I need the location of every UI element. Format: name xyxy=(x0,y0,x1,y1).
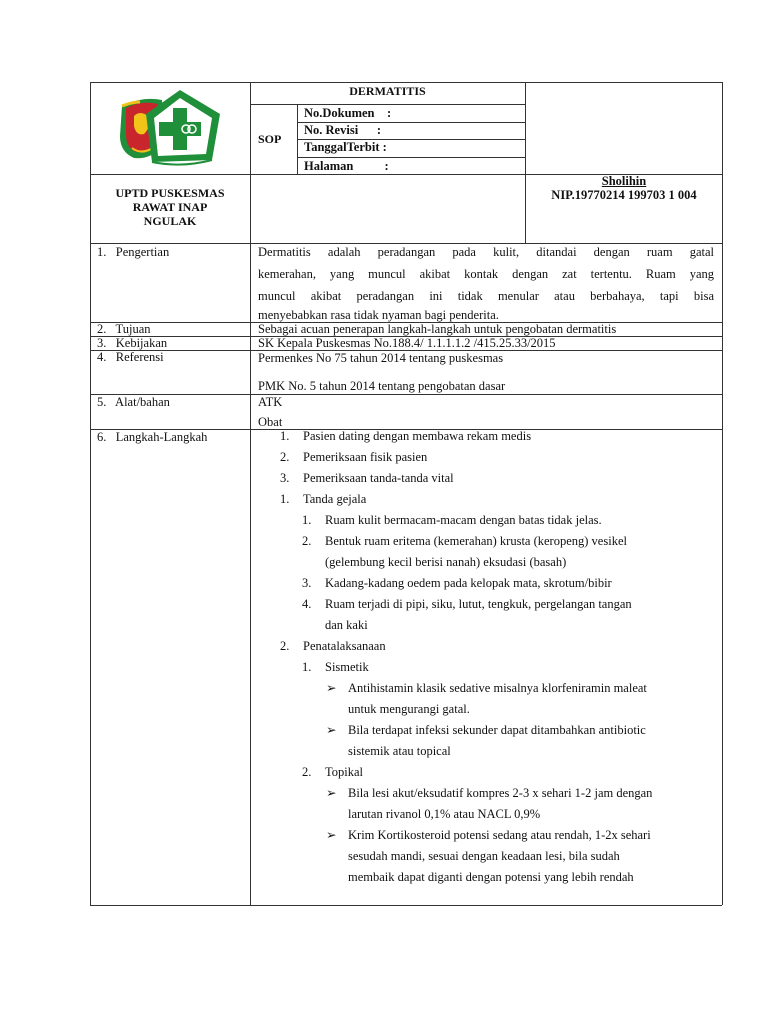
arrow-bullet-icon: ➢ xyxy=(326,681,337,695)
signatory-nip: NIP.19770214 199703 1 004 xyxy=(551,188,697,202)
bullet-text: Krim Kortikosteroid potensi sedang atau rendah, 1-2x sehari xyxy=(348,828,651,842)
institution-name xyxy=(90,186,250,228)
pengertian-line: Dermatitis adalah peradangan pada kulit, ditandai dengan ruam gatal xyxy=(258,245,714,259)
sub-step-text: Sismetik xyxy=(325,660,369,674)
bullet-text: Antihistamin klasik sedative misalnya klorfeniramin maleat xyxy=(348,681,647,695)
pengertian-line: muncul akibat peradangan ini tidak menular atau berbahaya, tapi bisa xyxy=(258,289,714,303)
step-text: Pemeriksaan fisik pasien xyxy=(303,450,428,464)
step-number: 3. xyxy=(280,471,290,485)
step-text: Tanda gejala xyxy=(303,492,367,506)
step-number: 2. xyxy=(280,639,290,653)
document-title: DERMATITIS xyxy=(349,84,426,98)
field-no-dokumen: No.Dokumen : xyxy=(304,106,392,120)
gejala-number: 4. xyxy=(302,597,312,611)
label-referensi: 4. Referensi xyxy=(97,350,164,364)
arrow-bullet-icon: ➢ xyxy=(326,828,337,842)
label-tujuan: 2. Tujuan xyxy=(97,322,151,336)
field-no-revisi: No. Revisi : xyxy=(304,123,382,137)
pengertian-line: kemerahan, yang muncul akibat kontak dengan zat tertentu. Ruam yang xyxy=(258,267,714,281)
bullet-text: Bila lesi akut/eksudatif kompres 2-3 x sehari 1-2 jam dengan xyxy=(348,786,653,800)
step-number: 2. xyxy=(280,450,290,464)
alat-item: Obat xyxy=(258,415,283,429)
gejala-number: 3. xyxy=(302,576,312,590)
alat-item: ATK xyxy=(258,395,283,409)
institution-line: UPTD PUSKESMAS xyxy=(115,186,225,200)
gejala-number: 1. xyxy=(302,513,312,527)
gejala-text: dan kaki xyxy=(325,618,368,632)
field-tanggal-terbit: TanggalTerbit : xyxy=(304,140,387,154)
label-pengertian: 1. Pengertian xyxy=(97,245,170,259)
institution-line: NGULAK xyxy=(143,214,197,228)
step-number: 1. xyxy=(280,429,290,443)
gejala-text: Ruam terjadi di pipi, siku, lutut, tengkuk, pergelangan tangan xyxy=(325,597,632,611)
referensi-line: PMK No. 5 tahun 2014 tentang pengobatan dasar xyxy=(258,379,506,393)
pengertian-text xyxy=(258,241,714,323)
bullet-text: Bila terdapat infeksi sekunder dapat ditambahkan antibiotic xyxy=(348,723,646,737)
signatory-name: Sholihin xyxy=(601,174,647,188)
puskesmas-logo xyxy=(112,86,230,170)
step-text: Pemeriksaan tanda-tanda vital xyxy=(303,471,454,485)
bullet-text: untuk mengurangi gatal. xyxy=(348,702,470,716)
bullet-text: sesudah mandi, sesuai dengan keadaan lesi, bila sudah xyxy=(348,849,620,863)
sub-step-number: 2. xyxy=(302,765,312,779)
bullet-text: membaik dapat diganti dengan potensi yang lebih rendah xyxy=(348,870,634,884)
tujuan-text: Sebagai acuan penerapan langkah-langkah untuk pengobatan dermatitis xyxy=(258,322,617,336)
label-kebijakan: 3. Kebijakan xyxy=(97,336,168,350)
bullet-text: sistemik atau topical xyxy=(348,744,451,758)
referensi-line: Permenkes No 75 tahun 2014 tentang puskesmas xyxy=(258,351,504,365)
institution-line: RAWAT INAP xyxy=(132,200,208,214)
sub-step-number: 1. xyxy=(302,660,312,674)
sop-label: SOP xyxy=(258,132,282,146)
arrow-bullet-icon: ➢ xyxy=(326,723,337,737)
field-halaman: Halaman : xyxy=(304,159,389,173)
step-text: Penatalaksanaan xyxy=(303,639,386,653)
label-alat-bahan: 5. Alat/bahan xyxy=(97,395,170,409)
step-text: Pasien dating dengan membawa rekam medis xyxy=(303,429,532,443)
gejala-number: 2. xyxy=(302,534,312,548)
gejala-text: Bentuk ruam eritema (kemerahan) krusta (keropeng) vesikel xyxy=(325,534,627,548)
gejala-text: (gelembung kecil berisi nanah) eksudasi (basah) xyxy=(325,555,567,569)
pengertian-line: menyebabkan rasa tidak nyaman bagi penderita. xyxy=(258,308,499,322)
gejala-text: Ruam kulit bermacam-macam dengan batas tidak jelas. xyxy=(325,513,602,527)
step-number: 1. xyxy=(280,492,290,506)
arrow-bullet-icon: ➢ xyxy=(326,786,337,800)
gejala-text: Kadang-kadang oedem pada kelopak mata, skrotum/bibir xyxy=(325,576,612,590)
bullet-text: larutan rivanol 0,1% atau NACL 0,9% xyxy=(348,807,541,821)
sub-step-text: Topikal xyxy=(325,765,364,779)
label-langkah: 6. Langkah-Langkah xyxy=(97,430,208,444)
kebijakan-text: SK Kepala Puskesmas No.188.4/ 1.1.1.1.2 /415.25.33/2015 xyxy=(258,336,556,350)
